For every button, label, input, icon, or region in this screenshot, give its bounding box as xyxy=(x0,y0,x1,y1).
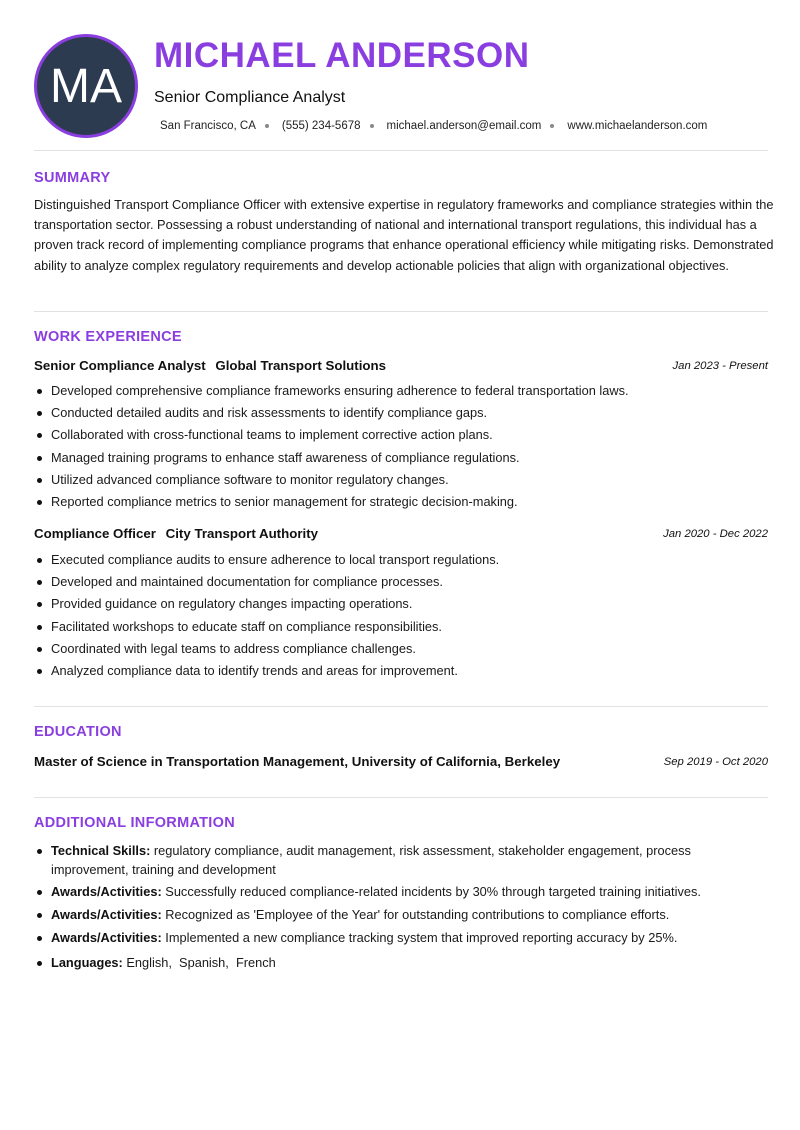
avatar-initials: MA xyxy=(50,59,122,113)
contact-email[interactable]: michael.anderson@email.com xyxy=(386,120,542,132)
divider xyxy=(34,706,768,707)
job-bullets xyxy=(34,380,768,513)
language: , French xyxy=(225,955,276,970)
list-item: Analyzed compliance data to identify trends and areas for improvement. xyxy=(34,660,768,682)
list-item: Provided guidance on regulatory changes impacting operations. xyxy=(34,593,768,615)
language: , Spanish xyxy=(168,955,225,970)
job-header xyxy=(34,526,768,544)
list-item xyxy=(34,929,734,948)
job-dates: Jan 2023 - Present xyxy=(672,360,768,372)
education-degree: Master of Science in Transportation Management, University of California, Berkeley xyxy=(34,754,561,769)
list-item: Collaborated with cross-functional teams to implement corrective action plans. xyxy=(34,424,768,446)
work-experience-heading: WORK EXPERIENCE xyxy=(34,329,182,345)
job-company: City Transport Authority xyxy=(165,526,319,541)
job-role: Senior Compliance Analyst xyxy=(34,358,206,373)
avatar xyxy=(34,34,138,138)
education-heading: EDUCATION xyxy=(34,724,122,740)
job-dates: Jan 2020 - Dec 2022 xyxy=(663,528,768,540)
summary-text: Distinguished Transport Compliance Officer with extensive expertise in regulatory frameworks and compliance strategies within the transportation sector. Possessing a robust understanding of national and international transport regulations, this individual has a proven track record of implementing compliance programs that enhance operational efficiency while mitigating risks. Demonstrated ability to analyze complex regulatory requirements and develop actionable policies that align with organizational objectives. xyxy=(34,197,774,273)
contact-row xyxy=(160,120,707,132)
list-item: Conducted detailed audits and risk assessments to identify compliance gaps. xyxy=(34,402,768,424)
list-item xyxy=(34,906,734,925)
info-text: regulatory compliance, audit management, risk assessment, stakeholder engagement, process improvement, training and development xyxy=(51,843,691,877)
info-text: Successfully reduced compliance-related incidents by 30% through targeted training initiatives. xyxy=(165,884,701,900)
job-bullets xyxy=(34,549,768,682)
job-role-company xyxy=(34,358,386,373)
additional-info-heading: ADDITIONAL INFORMATION xyxy=(34,815,235,831)
list-item: Developed and maintained documentation for compliance processes. xyxy=(34,571,768,593)
candidate-title: Senior Compliance Analyst xyxy=(154,89,346,106)
info-text: Recognized as 'Employee of the Year' for outstanding contributions to compliance efforts. xyxy=(165,907,670,923)
info-text: Implemented a new compliance tracking system that improved reporting accuracy by 25%. xyxy=(165,929,678,945)
list-item: Coordinated with legal teams to address compliance challenges. xyxy=(34,638,768,660)
list-item: Developed comprehensive compliance frameworks ensuring adherence to federal transportation laws. xyxy=(34,380,768,402)
list-item: Executed compliance audits to ensure adherence to local transport regulations. xyxy=(34,549,768,571)
education-entry xyxy=(34,754,768,772)
contact-phone[interactable]: (555) 234-5678 xyxy=(281,120,361,132)
separator-dot xyxy=(265,124,269,128)
divider xyxy=(34,150,768,151)
languages-label: Languages: xyxy=(51,954,123,970)
info-label: Awards/Activities: xyxy=(51,884,162,900)
additional-info-list xyxy=(34,842,734,976)
list-item: Reported compliance metrics to senior management for strategic decision-making. xyxy=(34,491,768,513)
list-item: Managed training programs to enhance staff awareness of compliance regulations. xyxy=(34,447,768,469)
job-role: Compliance Officer xyxy=(34,526,156,541)
list-item: Utilized advanced compliance software to monitor regulatory changes. xyxy=(34,469,768,491)
info-label: Awards/Activities: xyxy=(51,929,162,945)
divider xyxy=(34,311,768,312)
list-item xyxy=(34,842,734,879)
summary-heading: SUMMARY xyxy=(34,170,111,186)
job-company: Global Transport Solutions xyxy=(215,358,387,373)
contact-website[interactable]: www.michaelanderson.com xyxy=(567,120,708,132)
list-item xyxy=(34,883,734,902)
job-header xyxy=(34,358,768,376)
education-dates: Sep 2019 - Oct 2020 xyxy=(663,756,768,768)
separator-dot xyxy=(550,124,554,128)
divider xyxy=(34,797,768,798)
languages-item xyxy=(34,954,734,973)
job-role-company xyxy=(34,526,318,541)
info-label: Technical Skills: xyxy=(51,843,151,858)
info-label: Awards/Activities: xyxy=(51,907,162,923)
list-item: Facilitated workshops to educate staff on compliance responsibilities. xyxy=(34,616,768,638)
candidate-name: MICHAEL ANDERSON xyxy=(154,36,530,75)
contact-location: San Francisco, CA xyxy=(160,120,256,132)
language: English xyxy=(126,954,169,970)
separator-dot xyxy=(370,124,374,128)
